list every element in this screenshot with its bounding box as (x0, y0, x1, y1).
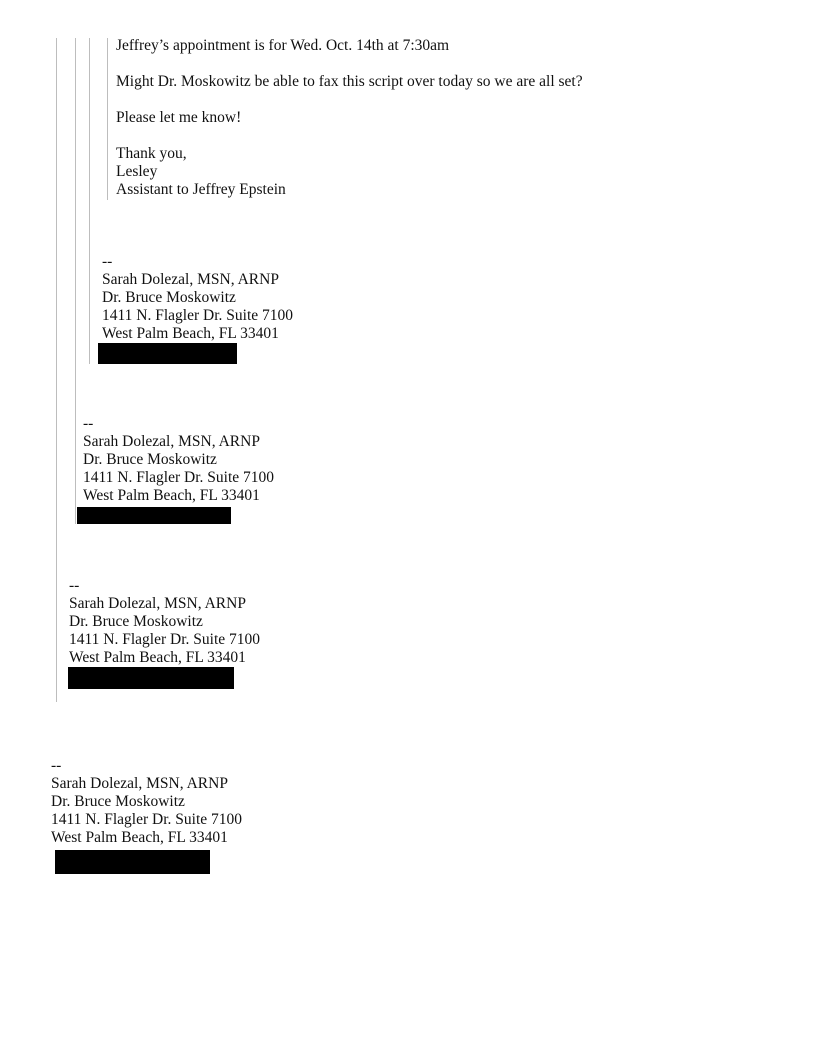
signature-block (102, 253, 293, 343)
signature-block (51, 757, 242, 847)
signature-address: 1411 N. Flagler Dr. Suite 7100 (102, 307, 294, 324)
signature-city: West Palm Beach, FL 33401 (102, 325, 279, 342)
quote-bar-level-3 (89, 38, 90, 364)
signature-name: Sarah Dolezal, MSN, ARNP (51, 775, 228, 792)
signature-name: Sarah Dolezal, MSN, ARNP (83, 433, 260, 450)
sender-title: Assistant to Jeffrey Epstein (116, 181, 286, 198)
closing-line: Thank you, (116, 145, 187, 162)
signature-name: Sarah Dolezal, MSN, ARNP (69, 595, 246, 612)
quote-bar-level-2 (75, 38, 76, 524)
innermost-quoted-message (116, 37, 583, 199)
signature-block (69, 577, 260, 667)
redaction-bar (98, 343, 237, 364)
signature-doctor: Dr. Bruce Moskowitz (102, 289, 236, 306)
signature-city: West Palm Beach, FL 33401 (69, 649, 246, 666)
signature-name: Sarah Dolezal, MSN, ARNP (102, 271, 279, 288)
signature-doctor: Dr. Bruce Moskowitz (51, 793, 185, 810)
signature-address: 1411 N. Flagler Dr. Suite 7100 (51, 811, 243, 828)
signature-doctor: Dr. Bruce Moskowitz (69, 613, 203, 630)
signature-separator: -- (51, 757, 62, 774)
signature-address: 1411 N. Flagler Dr. Suite 7100 (69, 631, 261, 648)
sender-name: Lesley (116, 163, 158, 180)
signature-separator: -- (69, 577, 80, 594)
signature-separator: -- (83, 415, 94, 432)
signature-doctor: Dr. Bruce Moskowitz (83, 451, 217, 468)
redaction-bar (77, 507, 231, 524)
redaction-bar (68, 667, 234, 689)
signature-block (83, 415, 274, 505)
signature-city: West Palm Beach, FL 33401 (83, 487, 260, 504)
let-me-know-line: Please let me know! (116, 109, 242, 126)
appointment-line: Jeffrey’s appointment is for Wed. Oct. 14th at 7:30am (116, 37, 450, 54)
redaction-bar (55, 850, 210, 874)
signature-separator: -- (102, 253, 113, 270)
fax-request-line: Might Dr. Moskowitz be able to fax this script over today so we are all set? (116, 73, 583, 90)
quote-bar-level-1 (56, 38, 57, 702)
quote-bar-level-4 (107, 38, 108, 200)
signature-city: West Palm Beach, FL 33401 (51, 829, 228, 846)
signature-address: 1411 N. Flagler Dr. Suite 7100 (83, 469, 275, 486)
